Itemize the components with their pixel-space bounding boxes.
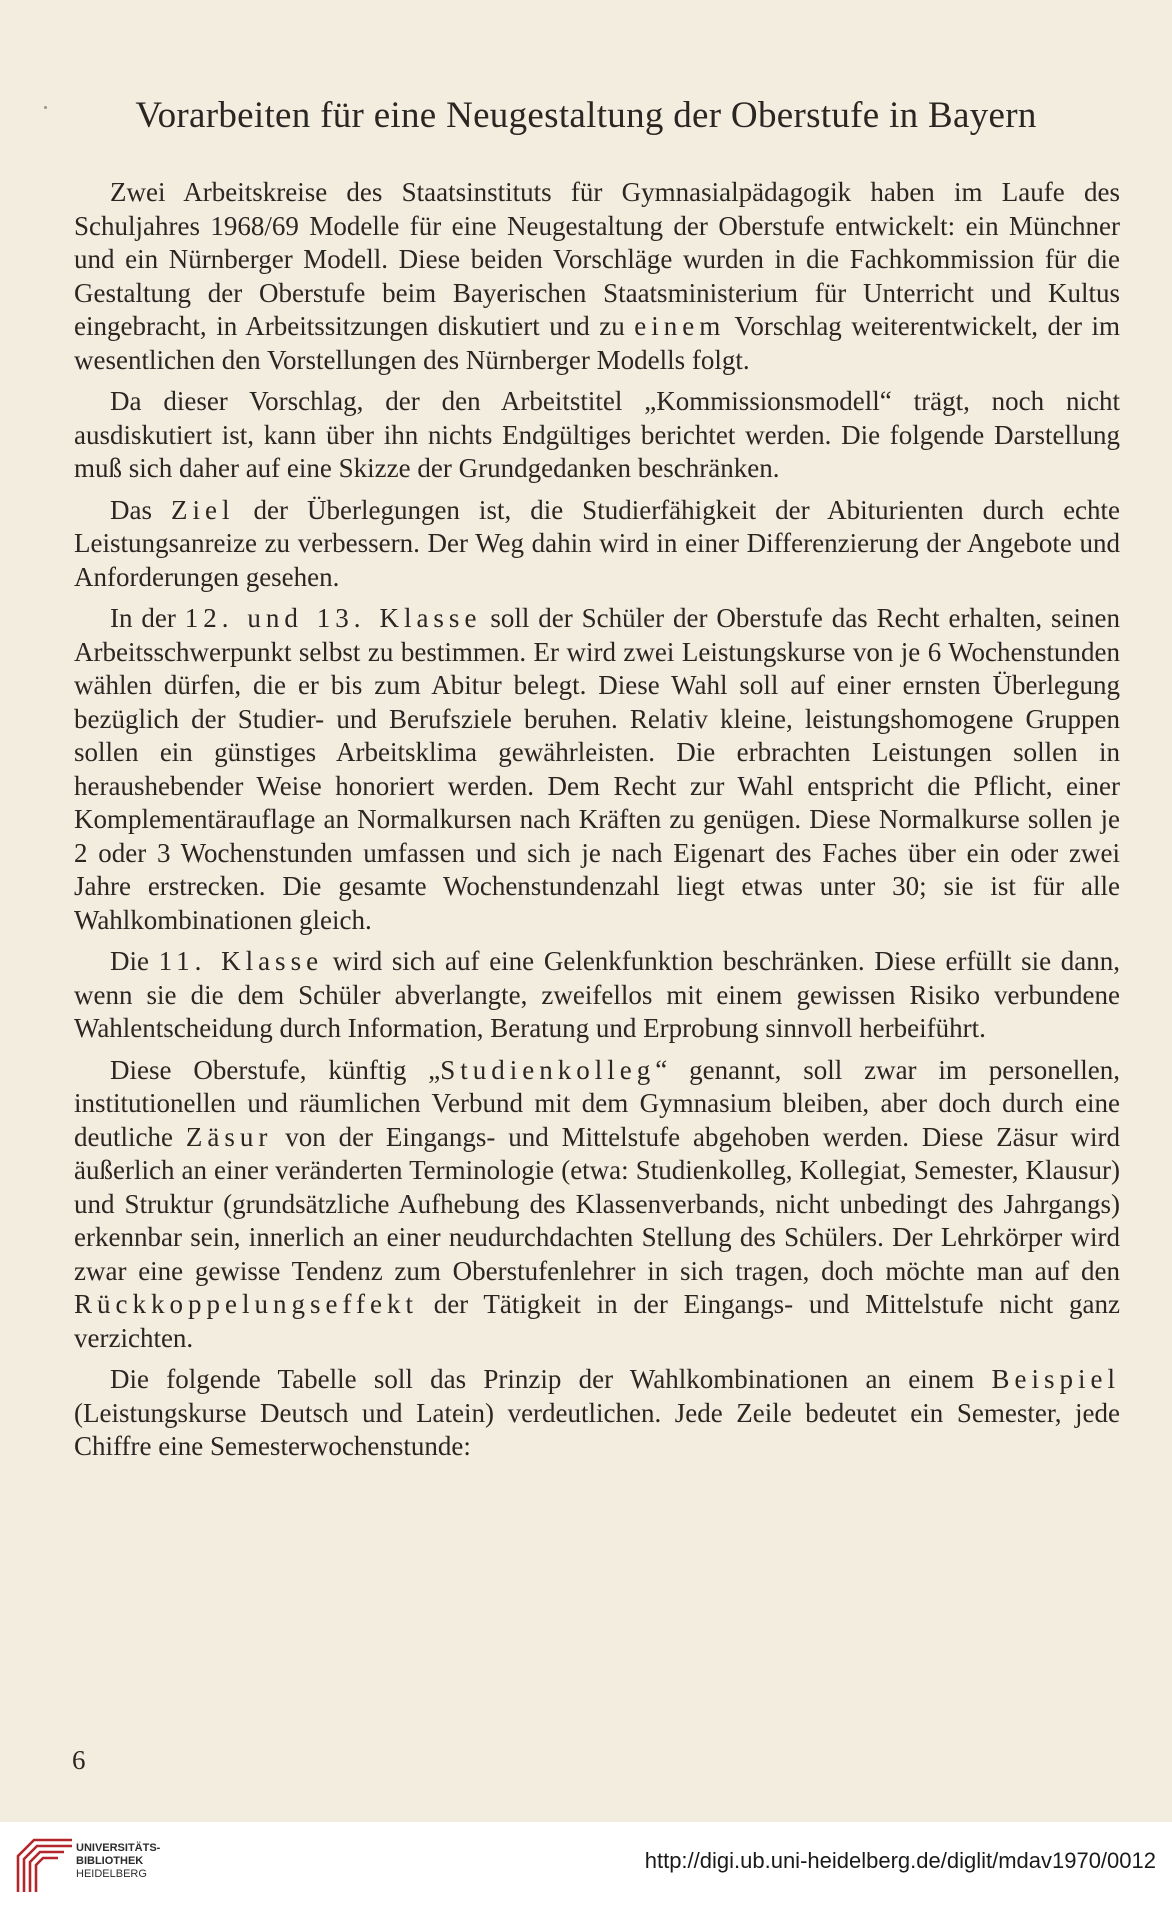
library-name: UNIVERSITÄTS- BIBLIOTHEK HEIDELBERG xyxy=(76,1842,161,1880)
spaced-emphasis: 11. Klasse xyxy=(158,946,324,976)
margin-dot xyxy=(44,106,47,109)
page-title: Vorarbeiten für eine Neugestaltung der Oberstufe in Bayern xyxy=(135,95,1037,136)
paragraph-2: Da dieser Vorschlag, der den Arbeitstitel „Kommissionsmodell“ trägt, noch nicht ausdiskutiert ist, kann über ihn nichts Endgültiges berichtet werden. Die folgende Darstellung muß sich daher auf eine Skizze der Grundgedanken beschränken. xyxy=(74,386,1120,483)
spaced-emphasis: Zäsur xyxy=(185,1121,273,1152)
paragraph-4: In der 12. und 13. Klasse soll der Schüler der Oberstufe das Recht erhalten, seinen Arbeitsschwerpunkt selbst zu bestimmen. Er wird zwei Leistungskurse von je 6 Wochenstunden wählen dürfen, die er bis zum Abitur belegt. Diese Wahl soll auf einer ernsten Überlegung bezüglich der Studier- und Berufsziele beruhen. Relativ kleine, leistungshomogene Gruppen sollen ein günstiges Arbeitsklima gewährleisten. Die erbrachten Leistungen sollen in heraushebender Weise honoriert werden. Dem Recht zur Wahl entspricht die Pflicht, einer Komplementärauflage an Normalkursen nach Kräften zu genügen. Diese Normalkurse sollen je 2 oder 3 Wochenstunden umfassen und sich je nach Eigenart des Faches über ein oder zwei Jahre erstrecken. Die gesamte Wochenstundenzahl liegt etwas unter 30; sie ist für alle Wahlkombinationen gleich. xyxy=(74,603,1121,935)
spaced-emphasis: Beispiel xyxy=(991,1364,1120,1394)
viewer-footer xyxy=(0,1822,1172,1908)
spaced-emphasis: Studienkolleg xyxy=(440,1054,656,1085)
spaced-emphasis: 12. und 13. Klasse xyxy=(184,603,482,633)
paragraph-3: Das Ziel der Überlegungen ist, die Studierfähigkeit der Abiturienten durch echte Leistungsanreize zu verbessern. Der Weg dahin wird in einer Differenzierung der Angebote und Anforderungen gesehen. xyxy=(74,494,1121,592)
spaced-emphasis: einem xyxy=(634,311,726,341)
article-body xyxy=(74,176,1120,1472)
spaced-emphasis: Ziel xyxy=(171,494,235,525)
library-logo-icon xyxy=(14,1834,76,1896)
paragraph-5: Die 11. Klasse wird sich auf eine Gelenkfunktion beschränken. Diese erfüllt sie dann, wenn sie die dem Schüler abverlangte, zweifellos mit einem gewissen Risiko verbundene Wahlentscheidung durch Information, Beratung und Erprobung sinnvoll herbeiführt. xyxy=(74,946,1121,1043)
source-url-link[interactable]: http://digi.ub.uni-heidelberg.de/diglit/mdav1970/0012 xyxy=(644,1848,1156,1873)
page-number: 6 xyxy=(72,1745,86,1775)
paragraph-1: Zwei Arbeitskreise des Staatsinstituts für Gymnasialpädagogik haben im Laufe des Schuljahres 1968/69 Modelle für eine Neugestaltung der Oberstufe entwickelt: ein Münchner und ein Nürnberger Modell. Diese beiden Vorschläge wurden in die Fachkommission für die Gestaltung der Oberstufe beim Bayerischen Staatsministerium für Unterricht und Kultus eingebracht, in Arbeitssitzungen diskutiert und zu einem Vorschlag weiterentwickelt, der im wesentlichen den Vorstellungen des Nürnberger Modells folgt. xyxy=(74,177,1121,375)
spaced-emphasis: Rückkoppelungseffekt xyxy=(74,1289,418,1319)
paragraph-6: Diese Oberstufe, künftig „Studienkolleg“ genannt, soll zwar im personellen, institutionellen und räumlichen Verbund mit dem Gymnasium bleiben, aber doch durch eine deutliche Zäsur von der Eingangs- und Mittelstufe abgehoben werden. Diese Zäsur wird äußerlich an einer veränderten Terminologie (etwa: Studienkolleg, Kollegiat, Semester, Klausur) und Struktur (grundsätzliche Aufhebung des Klassenverbands, nicht unbedingt des Jahrgangs) erkennbar sein, innerlich an einer neudurchdachten Stellung des Schülers. Der Lehrkörper wird zwar eine gewisse Tendenz zum Oberstufenlehrer in sich tragen, doch möchte man auf den Rückkoppelungseffekt der Tätigkeit in der Eingangs- und Mittelstufe nicht ganz verzichten. xyxy=(74,1054,1121,1353)
paragraph-7: Die folgende Tabelle soll das Prinzip der Wahlkombinationen an einem Beispiel (Leistungskurse Deutsch und Latein) verdeutlichen. Jede Zeile bedeutet ein Semester, jede Chiffre eine Semesterwochenstunde: xyxy=(74,1364,1120,1461)
